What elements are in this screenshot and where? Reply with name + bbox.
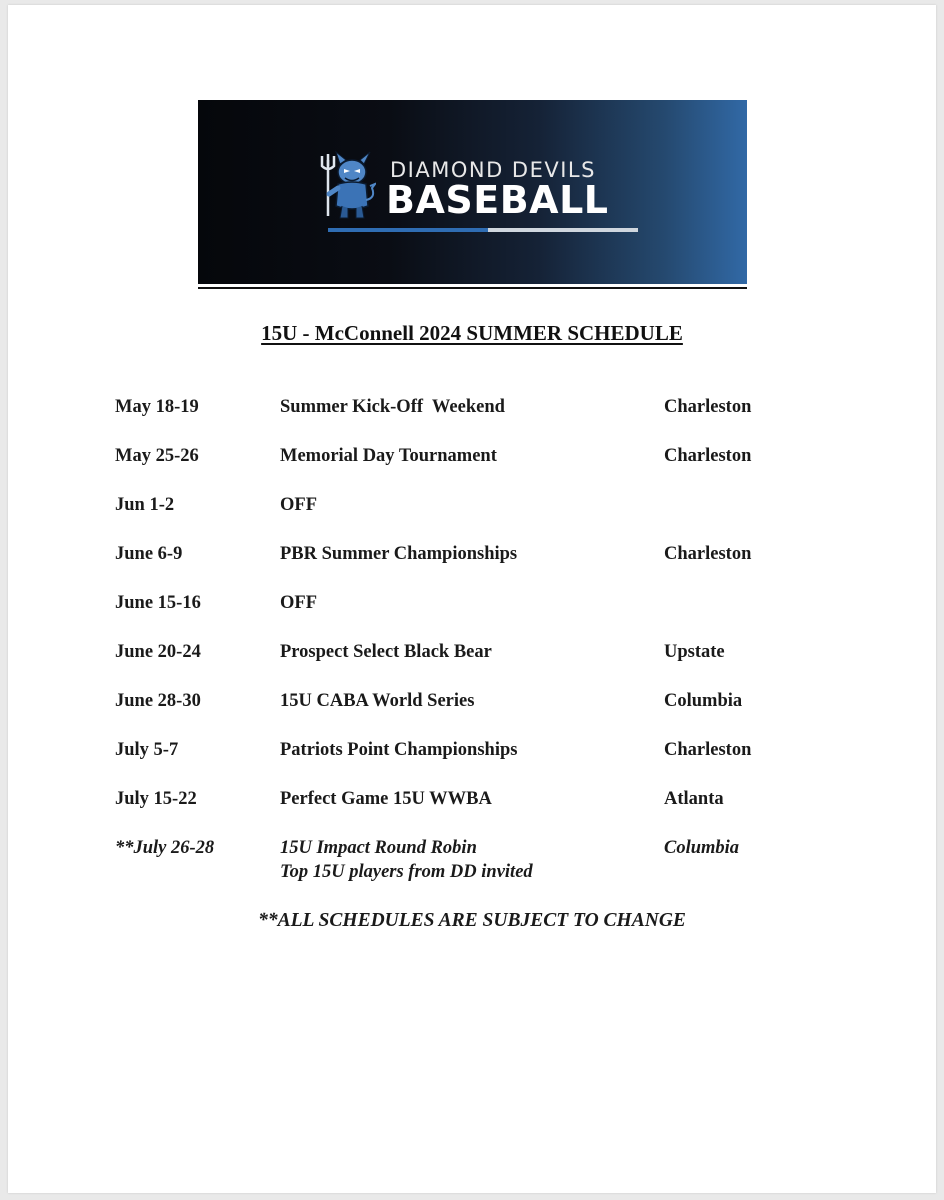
schedule-disclaimer: **ALL SCHEDULES ARE SUBJECT TO CHANGE xyxy=(258,910,686,931)
schedule-location: Charleston xyxy=(664,446,752,466)
schedule-location: Columbia xyxy=(664,838,740,858)
schedule-location: Charleston xyxy=(664,397,752,417)
schedule-event: OFF xyxy=(280,495,317,515)
schedule-event: Prospect Select Black Bear xyxy=(280,642,492,662)
schedule-event: 15U CABA World Series xyxy=(280,691,475,711)
document-page xyxy=(8,5,936,1193)
schedule-location: Upstate xyxy=(664,642,725,662)
schedule-location: Columbia xyxy=(664,691,743,711)
schedule-date: July 5-7 xyxy=(115,740,179,760)
schedule-event: PBR Summer Championships xyxy=(280,544,518,564)
banner-divider xyxy=(198,287,747,289)
schedule-event: Summer Kick-Off Weekend xyxy=(280,397,505,417)
schedule-event: Memorial Day Tournament xyxy=(280,446,497,466)
logo-underline-accent xyxy=(328,228,488,232)
schedule-location: Charleston xyxy=(664,544,752,564)
schedule-date: June 6-9 xyxy=(115,544,183,564)
schedule-date: June 28-30 xyxy=(115,691,201,711)
logo-sport-name: BASEBALL xyxy=(386,178,609,222)
schedule-event: Patriots Point Championships xyxy=(280,740,518,760)
schedule-event: OFF xyxy=(280,593,317,613)
schedule-date: July 15-22 xyxy=(115,789,197,809)
schedule-date: June 20-24 xyxy=(115,642,201,662)
schedule-date: May 18-19 xyxy=(115,397,199,417)
schedule-title: 15U - McConnell 2024 SUMMER SCHEDULE xyxy=(261,321,683,345)
devil-mascot-icon xyxy=(320,150,376,222)
schedule-location: Atlanta xyxy=(664,789,724,809)
schedule-date: **July 26-28 xyxy=(115,838,215,858)
schedule-location: Charleston xyxy=(664,740,752,760)
schedule-event: Perfect Game 15U WWBA xyxy=(280,789,492,809)
team-logo-banner xyxy=(198,100,747,284)
logo-team-name: DIAMOND DEVILS xyxy=(390,158,596,182)
schedule-event-note: Top 15U players from DD invited xyxy=(280,862,533,882)
schedule-date: June 15-16 xyxy=(115,593,201,613)
schedule-event: 15U Impact Round Robin xyxy=(280,838,477,858)
logo-underline-light xyxy=(488,228,638,232)
schedule-date: May 25-26 xyxy=(115,446,199,466)
schedule-date: Jun 1-2 xyxy=(115,495,175,515)
